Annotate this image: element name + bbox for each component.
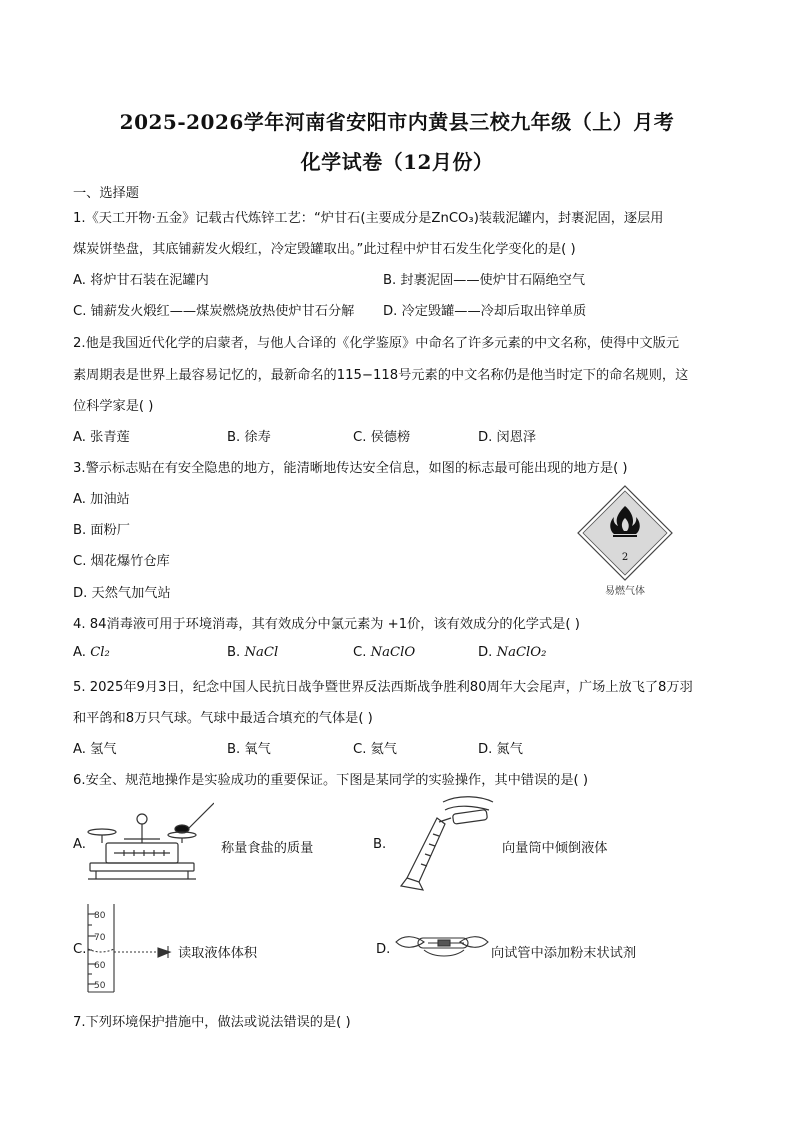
q4-option-c-formula: NaClO (370, 645, 416, 660)
q4-option-a-formula: Cl₂ (90, 645, 110, 660)
flammable-gas-sign (575, 484, 675, 600)
cylinder-tick-50: 50 (94, 981, 106, 991)
cylinder-tick-60: 60 (94, 961, 106, 971)
q6-option-a-label: A. (73, 837, 86, 852)
pouring-into-cylinder-illustration (389, 794, 499, 894)
q2-line2: 素周期表是世界上最容易记忆的，最新命名的115−118号元素的中文名称仍是他当时定下的命名规则，这 (73, 368, 689, 383)
q6-option-b-label: B. (373, 837, 387, 852)
exam-title-line2: 化学试卷（12月份） (300, 150, 494, 174)
q2-line3: 位科学家是( ) (73, 399, 154, 414)
q1-line1: 1.《天工开物·五金》记载古代炼锌工艺：“炉甘石(主要成分是ZnCO₃)装载泥罐内，封裹泥固，逐层用 (73, 211, 664, 226)
q1-option-a: A. 将炉甘石装在泥罐内 (73, 273, 209, 288)
q5-option-b: B. 氧气 (227, 742, 271, 757)
q6-option-c-caption: 读取液体体积 (178, 946, 258, 961)
q1-option-d: D. 冷定毁罐——冷却后取出锌单质 (383, 304, 587, 319)
q4-option-b-formula: NaCl (244, 645, 279, 660)
sign-caption: 易燃气体 (605, 586, 645, 597)
q5-option-d: D. 氮气 (478, 742, 523, 757)
q3-option-d: D. 天然气加气站 (73, 586, 171, 601)
cylinder-tick-70: 70 (94, 933, 106, 943)
q1-line2: 煤炭饼垫盘，其底铺薪发火煅红，冷定毁罐取出。”此过程中炉甘石发生化学变化的是( ) (73, 242, 576, 257)
q3-option-b: B. 面粉厂 (73, 523, 130, 538)
q5-option-a: A. 氢气 (73, 742, 117, 757)
q2-option-a: A. 张青莲 (73, 430, 130, 445)
q1-option-c: C. 铺薪发火煅红——煤炭燃烧放热使炉甘石分解 (73, 304, 355, 319)
test-tube-powder-illustration (394, 928, 490, 968)
section-heading: 一、选择题 (73, 186, 139, 201)
q3-line1: 3.警示标志贴在有安全隐患的地方，能清晰地传达安全信息，如图的标志最可能出现的地方是( ) (73, 461, 628, 476)
q6-option-d-caption: 向试管中添加粉末状试剂 (491, 946, 637, 961)
q4-option-c (353, 645, 415, 660)
q4-option-a (73, 645, 110, 660)
q5-line2: 和平鸽和8万只气球。气球中最适合填充的气体是( ) (73, 711, 373, 726)
q4-line1: 4. 84消毒液可用于环境消毒，其有效成分中氯元素为 +1价，该有效成分的化学式是( ) (73, 617, 580, 632)
graduated-cylinder-reading-illustration (84, 902, 180, 994)
q6-line1: 6.安全、规范地操作是实验成功的重要保证。下图是某同学的实验操作，其中错误的是( ) (73, 773, 588, 788)
balance-scale-illustration (84, 799, 214, 889)
q2-line1: 2.他是我国近代化学的启蒙者，与他人合译的《化学鉴原》中命名了许多元素的中文名称，使得中文版元 (73, 336, 680, 351)
q2-option-d: D. 闵恩泽 (478, 430, 537, 445)
q5-option-c: C. 氦气 (353, 742, 397, 757)
q6-option-d-label: D. (376, 942, 391, 957)
q4-option-d (478, 645, 546, 660)
q2-option-b: B. 徐寿 (227, 430, 271, 445)
q4-option-c-label: C. (353, 645, 367, 660)
q4-option-d-formula: NaClO₂ (496, 645, 547, 660)
q2-option-c: C. 侯德榜 (353, 430, 411, 445)
q7-line1: 7.下列环境保护措施中，做法或说法错误的是( ) (73, 1015, 351, 1030)
sign-class-number: 2 (621, 552, 629, 563)
q6-option-b-caption: 向量筒中倾倒液体 (502, 841, 608, 856)
q4-option-b (227, 645, 278, 660)
q4-option-b-label: B. (227, 645, 241, 660)
exam-title-line1: 2025-2026学年河南省安阳市内黄县三校九年级（上）月考 (119, 110, 675, 134)
q3-option-a: A. 加油站 (73, 492, 130, 507)
q6-option-c-label: C. (73, 942, 87, 957)
q4-option-d-label: D. (478, 645, 493, 660)
cylinder-tick-80: 80 (94, 911, 106, 921)
q5-line1: 5. 2025年9月3日，纪念中国人民抗日战争暨世界反法西斯战争胜利80周年大会尾声，广场上放飞了8万羽 (73, 680, 693, 695)
q6-option-a-caption: 称量食盐的质量 (221, 841, 314, 856)
q1-option-b: B. 封裹泥固——使炉甘石隔绝空气 (383, 273, 586, 288)
q4-option-a-label: A. (73, 645, 86, 660)
q3-option-c: C. 烟花爆竹仓库 (73, 554, 170, 569)
